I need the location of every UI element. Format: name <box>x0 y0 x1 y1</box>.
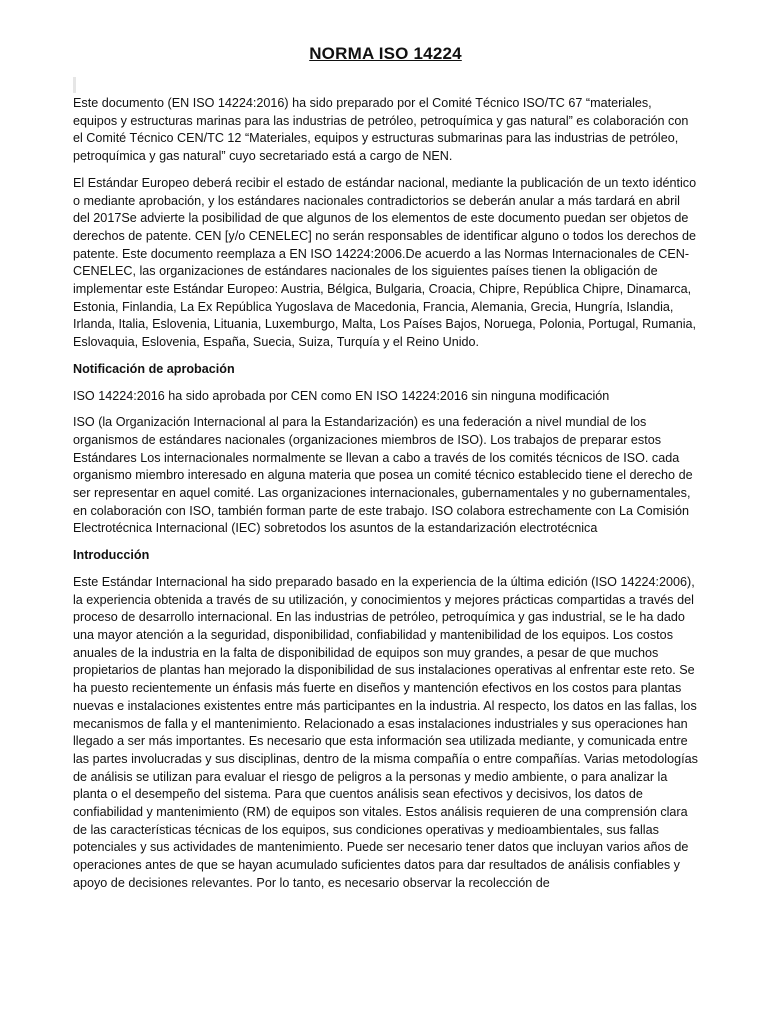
paragraph-approval: ISO 14224:2016 ha sido aprobada por CEN como EN ISO 14224:2016 sin ninguna modificación <box>73 388 610 403</box>
paragraph-european-standard: El Estándar Europeo deberá recibir el estado de estándar nacional, mediante la publicación de un texto idéntico o mediante aprobación, y los estándares nacionales contradictorios se deberán anular a más tardará en abril del 2017Se advierte la posibilidad de que algunos de los elementos de este documento puedan ser objetos de derechos de patente. CEN [y/o CENELEC] no serán responsables de identificar alguno o todos los derechos de patente. Este documento reemplaza a EN ISO 14224:2006.De acuerdo a las Normas Internacionales de CEN-CENELEC, las organizaciones de estándares nacionales de los siguientes países tienen la obligación de implementar este Estándar Europeo: Austria, Bélgica, Bulgaria, Croacia, Chipre, República Chipre, Dinamarca, Estonia, Finlandia, La Ex República Yugoslava de Macedonia, Francia, Alemania, Grecia, Hungría, Islandia, Irlanda, Italia, Eslovenia, Lituania, Luxemburgo, Malta, Los Países Bajos, Noruega, Polonia, Portugal, Rumania, Eslovaquia, Eslovenia, España, Suecia, Suiza, Turquía y el Reino Unido. <box>73 175 697 350</box>
heading-approval-notice: Notificación de aprobación <box>73 361 235 376</box>
text-cursor-marker <box>73 77 76 93</box>
heading-introduction: Introducción <box>73 548 150 563</box>
paragraph-iso-organization: ISO (la Organización Internacional al para la Estandarización) es una federación a nivel mundial de los organismos de estándares nacionales (organizaciones miembros de ISO). Los trabajos de preparar estos Estándares Los internacionales normalmente se llevan a cabo a través de los comités técnicos de ISO. cada organismo miembro interesado en alguna materia que posea un comité técnico establecido tiene el derecho de ser representar en aquel comité. Las organizaciones internacionales, gubernamentales y no gubernamentales, en colaboración con ISO, también forman parte de este trabajo. ISO colabora estrechamente con La Comisión Electrotécnica Internacional (IEC) sobretodos los asuntos de la estandarización electrotécnica <box>73 415 693 536</box>
paragraph-preparation: Este documento (EN ISO 14224:2016) ha sido preparado por el Comité Técnico ISO/TC 67 “materiales, equipos y estructuras marinas para las industrias de petróleo, petroquímica y gas natural” es colaboración con el Comité Técnico CEN/TC 12 “Materiales, equipos y estructuras submarinas para las industrias de petróleo, petroquímica y gas natural” cuyo secretariado está a cargo de NEN. <box>73 96 689 164</box>
document-title: NORMA ISO 14224 <box>309 44 462 63</box>
paragraph-introduction: Este Estándar Internacional ha sido preparado basado en la experiencia de la última edición (ISO 14224:2006), la experiencia obtenida a través de su utilización, y conocimientos y mejores prácticas compartidas a través del proceso de desarrollo internacional. En las industrias de petróleo, petroquímica y gas industrial, se le ha dado una mayor atención a la seguridad, disponibilidad, confiabilidad y mantenibilidad de los equipos. Los costos anuales de la industria en la falta de disponibilidad de equipos son muy grandes, a pesar de que muchos propietarios de plantas han mejorado la disponibilidad de sus instalaciones operativas al enfrentar este reto. Se ha puesto recientemente un énfasis más fuerte en diseños y mantención efectivos en los costos para plantas nuevas e instalaciones existentes entre más participantes en la industria. Al respecto, los datos en las fallas, los mecanismos de falla y el mantenimiento. Relacionado a esas instalaciones industriales y sus operaciones han llegado a ser más importantes. Es necesario que esta información sea utilizada mediante, y comunicada entre las partes involucradas y sus disciplinas, dentro de la misma compañía o entre compañías. Varias metodologías de análisis se utilizan para evaluar el riesgo de peligros a la personas y medio ambiente, o para analizar la planta o el desempeño del sistema. Para que cuentos análisis sean efectivos y decisivos, los datos de confiabilidad y mantenimiento (RM) de equipos son vitales. Estos análisis requieren de una comprensión clara de las características técnicas de los equipos, sus condiciones operativas y medioambientales, sus fallas potenciales y sus actividades de mantenimiento. Puede ser necesario tener datos que incluyan varios años de operaciones antes de que se hayan acumulado suficientes datos para dar resultados de análisis confiables y apoyo de decisiones relevantes. Por lo tanto, es necesario observar la recolección de <box>73 574 698 890</box>
